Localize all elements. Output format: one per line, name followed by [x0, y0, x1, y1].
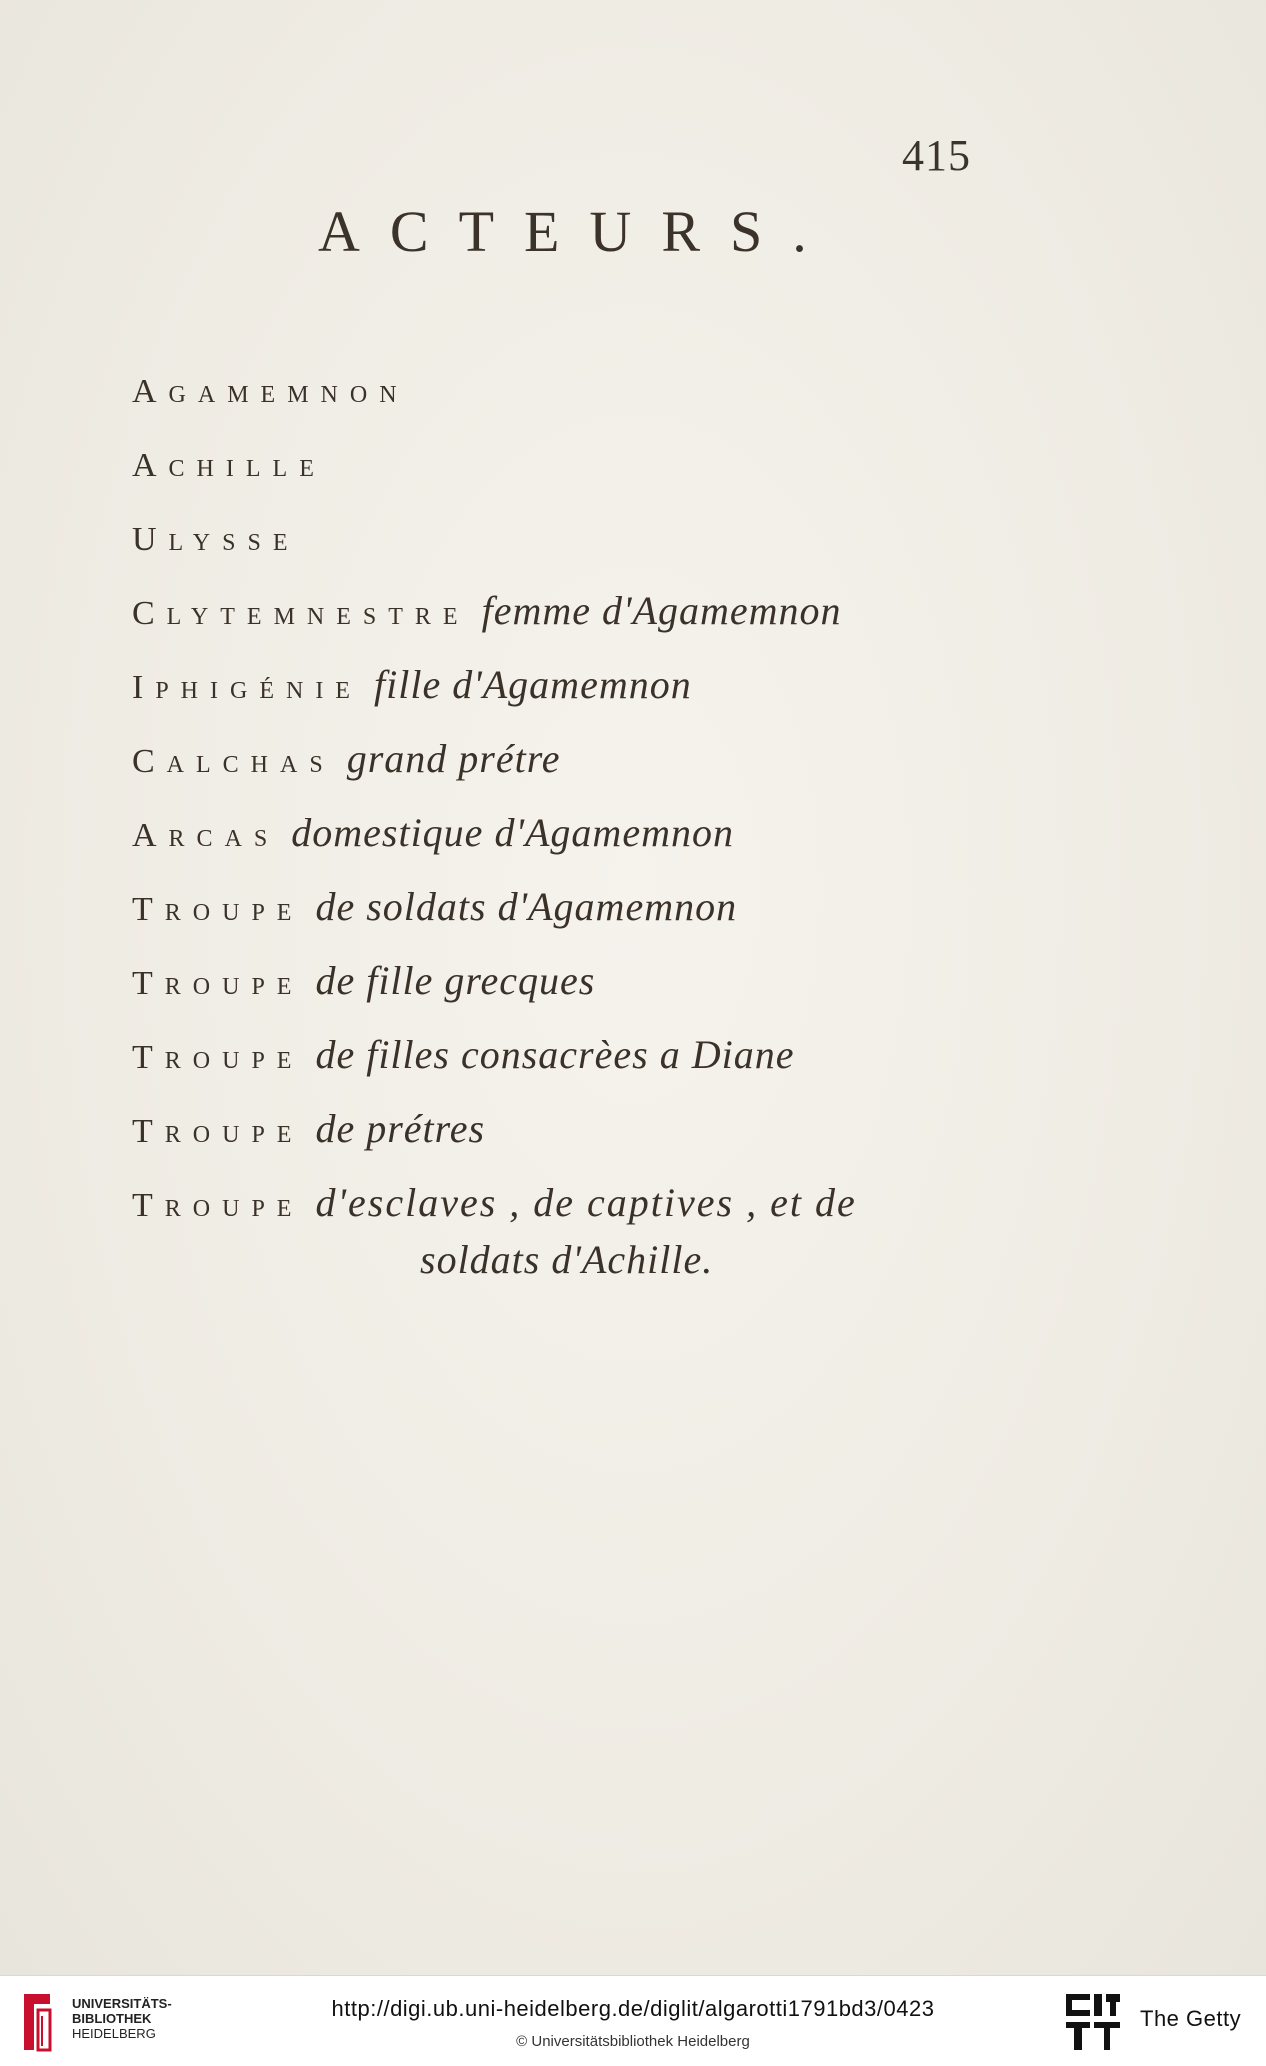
viewer-footer	[0, 1975, 1266, 2066]
cast-entry	[132, 512, 1012, 586]
character-description: fille d'Agamemnon	[373, 662, 692, 707]
character-description: d'esclaves , de captives , et de	[315, 1180, 857, 1225]
page-title: ACTEURS.	[318, 199, 837, 264]
cast-entry	[132, 808, 1012, 882]
cast-continuation: soldats d'Achille.	[420, 1237, 714, 1282]
library-name-line: HEIDELBERG	[72, 2026, 156, 2041]
library-name-line: BIBLIOTHEK	[72, 2011, 152, 2026]
character-name: Agamemnon	[132, 373, 409, 410]
cast-entry	[132, 1104, 1012, 1178]
character-name: Ulysse	[132, 521, 300, 558]
cast-entry	[132, 734, 1012, 808]
copyright-notice: © Universitätsbibliothek Heidelberg	[516, 2033, 750, 2050]
character-name: Iphigénie	[132, 669, 362, 706]
character-description: de soldats d'Agamemnon	[315, 884, 738, 929]
character-name: Clytemnestre	[132, 595, 470, 632]
character-description: femme d'Agamemnon	[481, 588, 842, 633]
character-name: Troupe	[132, 1187, 304, 1224]
character-description: de prétres	[315, 1106, 486, 1151]
permalink-url[interactable]: http://digi.ub.uni-heidelberg.de/diglit/algarotti1791bd3/0423	[331, 1996, 935, 2021]
cast-entry	[132, 882, 1012, 956]
character-description: de filles consacrèes a Diane	[315, 1032, 795, 1077]
cast-list	[132, 364, 1012, 1252]
getty-logo-icon	[1064, 1992, 1122, 2054]
character-name: Calchas	[132, 743, 335, 780]
character-description: de fille grecques	[315, 958, 596, 1003]
cast-entry	[132, 660, 1012, 734]
character-description: domestique d'Agamemnon	[291, 810, 734, 855]
character-name: Achille	[132, 447, 326, 484]
cast-entry	[132, 956, 1012, 1030]
cast-entry	[132, 438, 1012, 512]
library-name-line: UNIVERSITÄTS-	[72, 1996, 172, 2011]
character-name: Troupe	[132, 965, 304, 1002]
character-name: Arcas	[132, 817, 280, 854]
character-name: Troupe	[132, 1039, 304, 1076]
page-number: 415	[902, 131, 971, 180]
cast-entry	[132, 364, 1012, 438]
cast-entry	[132, 1030, 1012, 1104]
character-description: grand prétre	[346, 736, 561, 781]
cast-entry	[132, 586, 1012, 660]
partner-name: The Getty	[1140, 2006, 1242, 2031]
character-name: Troupe	[132, 891, 304, 928]
character-name: Troupe	[132, 1113, 304, 1150]
